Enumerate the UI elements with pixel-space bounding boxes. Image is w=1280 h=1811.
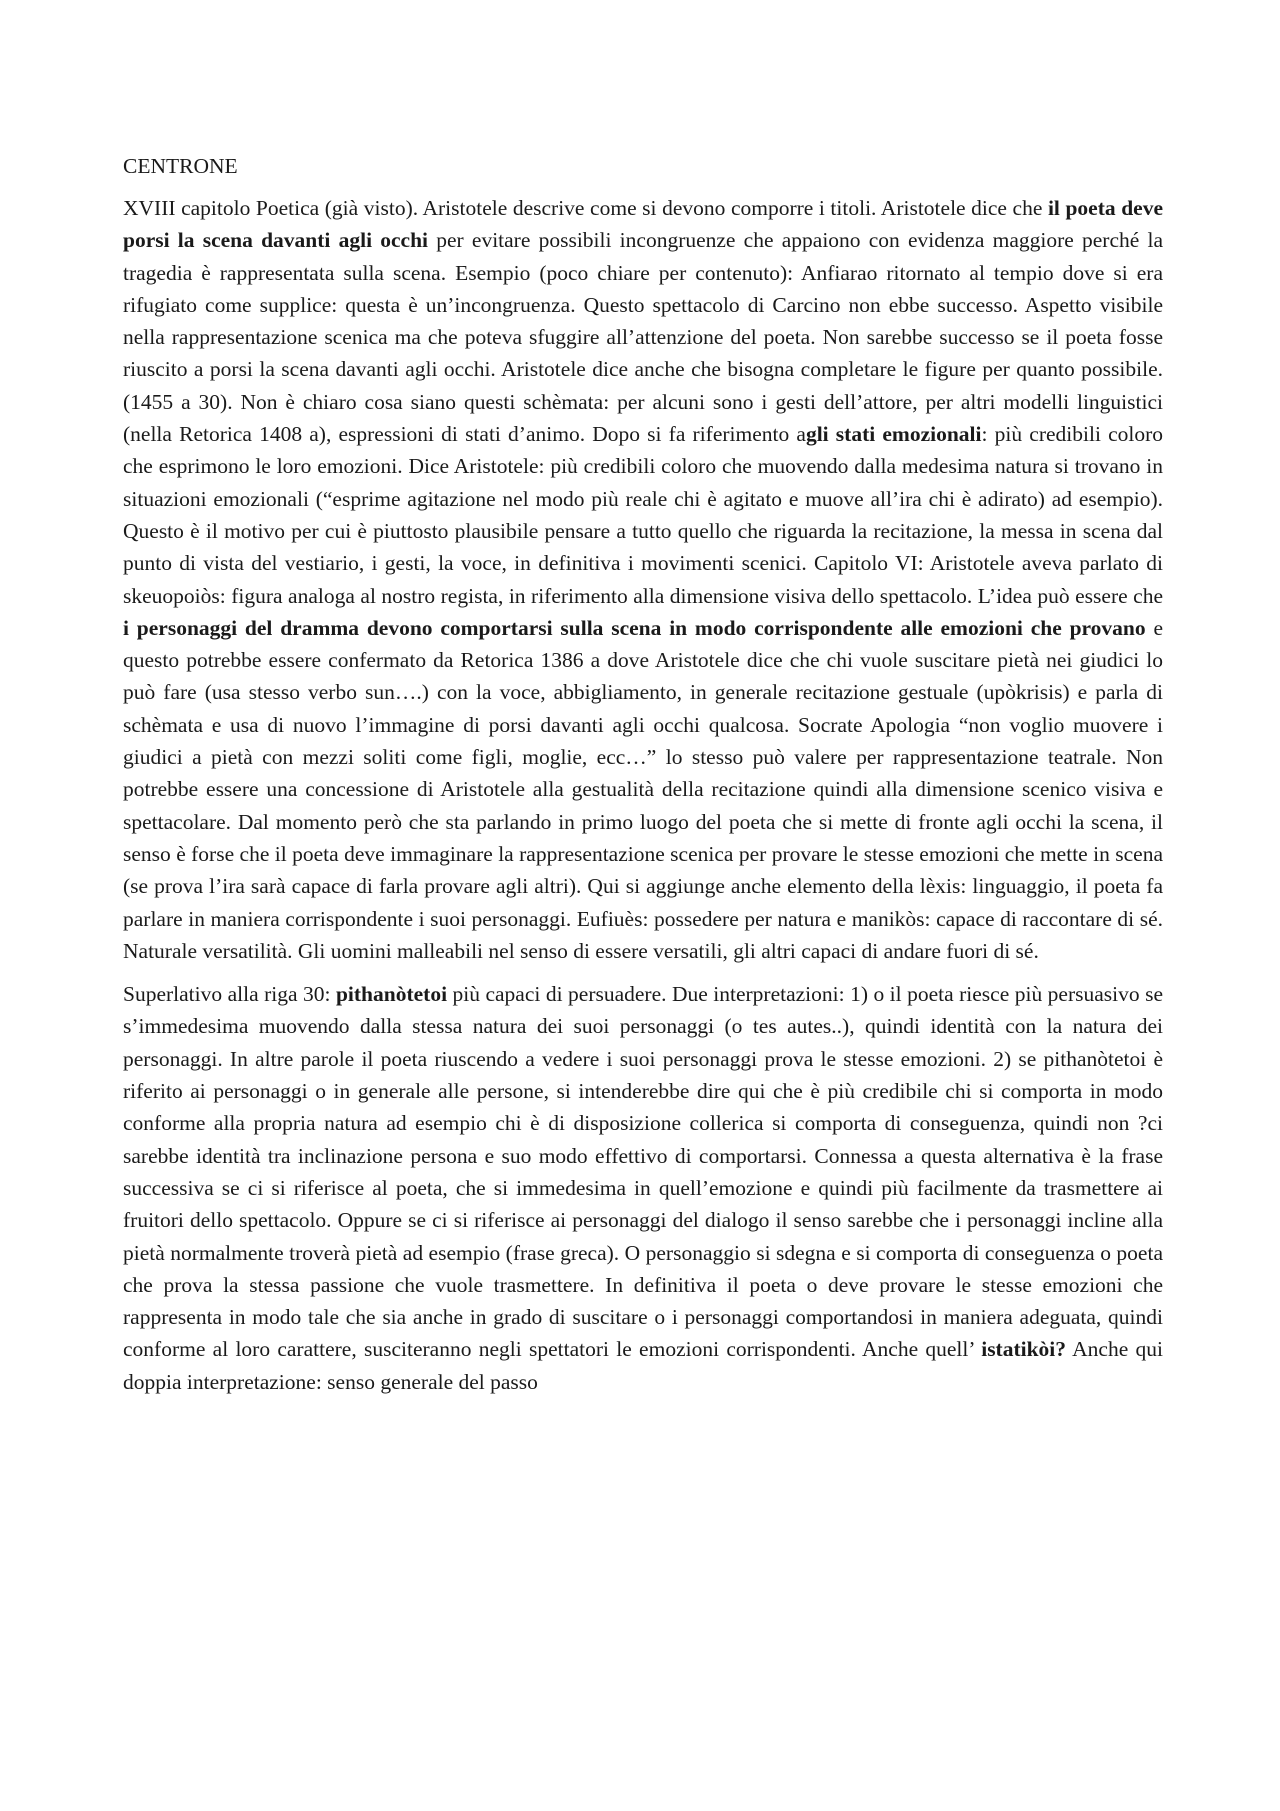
paragraph-text: Anche qui doppia interpretazione: senso generale del passo xyxy=(123,1337,1163,1394)
document-page xyxy=(123,150,1163,1409)
bold-text: pithanòtetoi xyxy=(335,982,448,1007)
paragraph-1 xyxy=(123,192,1163,967)
document-title: CENTRONE xyxy=(123,154,238,178)
bold-text: i personaggi del dramma devono comportarsi sulla scena in modo corrispondente alle emozioni che provano xyxy=(123,615,1146,640)
paragraph-text: più capaci di persuadere. Due interpretazioni: 1) o il poeta riesce più persuasivo se s’immedesima muovendo dalla stessa natura dei suoi personaggi (o tes autes..), quindi identità con la natura dei personaggi. In altre parole il poeta riuscendo a vedere i suoi personaggi prova le stesse emozioni. 2) se pithanòtetoi è riferito ai personaggi o in generale alle persone, si intenderebbe dire qui che è più credibile chi si comporta in modo conforme alla propria natura ad esempio chi è di disposizione collerica si comporta di conseguenza, quindi non ?ci sarebbe identità tra inclinazione persona e suo modo effettivo di comportarsi. Connessa a questa alternativa è la frase successiva se ci si riferisce al poeta, che si immedesima in quell’emozione e quindi più facilmente da trasmettere ai fruitori dello spettacolo. Oppure se ci si riferisce ai personaggi del dialogo il senso sarebbe che i personaggi incline alla pietà normalmente troverà pietà ad esempio (frase greca). O personaggio si sdegna e si comporta di conseguenza o poeta che prova la stessa passione che vuole trasmettere. In definitiva il poeta o deve provare le stesse emozioni che rappresenta in modo tale che sia anche in grado di suscitare o i personaggi comportandosi in maniera adeguata, quindi conforme al loro carattere, susciteranno negli spettatori le emozioni corrispondenti. Anche quell’ xyxy=(123,982,1163,1362)
paragraph-text: XVIII capitolo Poetica (già visto). Aristotele descrive come si devono comporre i titoli. Aristotele dice che xyxy=(123,196,1048,220)
paragraph-text: : più credibili coloro che esprimono le loro emozioni. Dice Aristotele: più credibili coloro che muovendo dalla medesima natura si trovano in situazioni emozionali (“esprime agitazione nel modo più reale chi è agitato e muove all’ira chi è adirato) ad esempio). Questo è il motivo per cui è piuttosto plausibile pensare a tutto quello che riguarda la recitazione, la messa in scena dal punto di vista del vestiario, i gesti, la voce, in definitiva i movimenti scenici. Capitolo VI: Aristotele aveva parlato di skeuopoiòs: figura analoga al nostro regista, in riferimento alla dimensione visiva dello spettacolo. L’idea può essere che xyxy=(123,422,1164,608)
paragraph-text: Superlativo alla riga 30: xyxy=(123,982,336,1007)
bold-text: istatikòi? xyxy=(981,1337,1067,1362)
bold-text: gli stati emozionali xyxy=(805,422,982,447)
paragraph-2 xyxy=(123,978,1163,1398)
paragraph-text: e questo potrebbe essere confermato da Retorica 1386 a dove Aristotele dice che chi vuole suscitare pietà nei giudici lo può fare (usa stesso verbo sun….) con la voce, abbigliamento, in generale recitazione gestuale (upòkrisis) e parla di schèmata e usa di nuovo l’immagine di porsi davanti agli occhi qualcosa. Socrate Apologia “non voglio muovere i giudici a pietà con mezzi soliti come figli, moglie, ecc…” lo stesso può valere per rappresentazione teatrale. Non potrebbe essere una concessione di Aristotele alla gestualità della recitazione quindi alla dimensione scenico visiva e spettacolare. Dal momento però che sta parlando in primo luogo del poeta che si mette di fronte agli occhi la scena, il senso è forse che il poeta deve immaginare la rappresentazione scenica per provare le stesse emozioni che mette in scena (se prova l’ira sarà capace di farla provare agli altri). Qui si aggiunge anche elemento della lèxis: linguaggio, il poeta fa parlare in maniera corrispondente i suoi personaggi. Eufiuès: possedere per natura e manikòs: capace di raccontare di sé. Naturale versatilità. Gli uomini malleabili nel senso di essere versatili, gli altri capaci di andare fuori di sé. xyxy=(123,615,1163,963)
bold-text: il poeta deve porsi la scena davanti agli occhi xyxy=(123,196,1163,253)
paragraph-text: per evitare possibili incongruenze che appaiono con evidenza maggiore perché la tragedia è rappresentata sulla scena. Esempio (poco chiare per contenuto): Anfiarao ritornato al tempio dove si era rifugiato come supplice: questa è un’incongruenza. Questo spettacolo di Carcino non ebbe successo. Aspetto visibile nella rappresentazione scenica ma che poteva sfuggire all’attenzione del poeta. Non sarebbe successo se il poeta fosse riuscito a porsi la scena davanti agli occhi. Aristotele dice anche che bisogna completare le figure per quanto possibile. (1455 a 30). Non è chiaro cosa siano questi schèmata: per alcuni sono i gesti dell’attore, per altri modelli linguistici (nella Retorica 1408 a), espressioni di stati d’animo. Dopo si fa riferimento a xyxy=(123,228,1164,447)
